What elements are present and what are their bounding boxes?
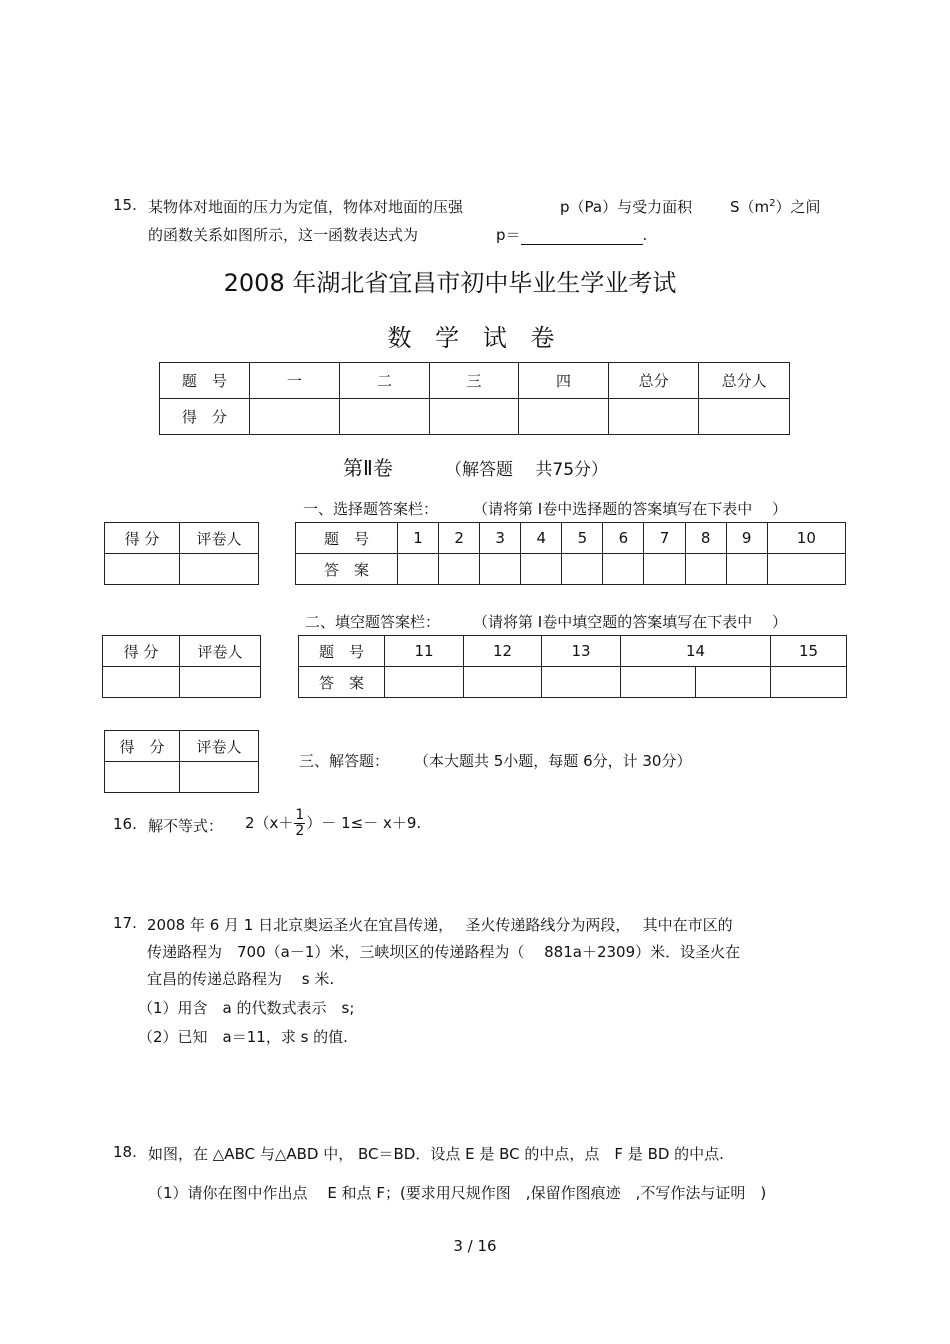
q15-number: 15. [113,196,137,214]
q16-text-a: 解不等式： [148,817,224,835]
fill-number: 13 [542,636,621,667]
choice-answer-cell[interactable] [685,554,726,585]
q15-answer-line[interactable]: p＝ . [496,226,648,244]
section3-heading: 三、解答题： [299,752,390,770]
grader-reviewer-label: 评卷人 [180,636,261,667]
choice-answer-cell[interactable] [767,554,845,585]
choice-answer-cell[interactable] [521,554,562,585]
score-header-cell: 二 [340,363,430,399]
q17-part2: （2）已知 a＝11，求 s 的值. [138,1028,348,1046]
choice-answer-cell[interactable] [562,554,603,585]
choice-answer-table [295,522,846,585]
q15-text-1b: p（Pa）与受力面积 [560,198,693,216]
part2-title: 第Ⅱ卷 [343,456,393,480]
section3-grader-table [104,730,259,793]
q17-line1: 2008 年 6 月 1 日北京奥运圣火在宜昌传递， 圣火传递路线分为两段， 其中在市区的 [147,916,733,934]
choice-answer-cell[interactable] [644,554,685,585]
q18-part1: （1）请你在图中作出点 E 和点 F；(要求用尺规作图 ,保留作图痕迹 ,不写作法与证明 ) [148,1184,767,1202]
fill-answer-cell[interactable] [621,667,696,698]
fill-answer-cell[interactable] [385,667,464,698]
choice-number: 3 [480,523,521,554]
grader-score-label: 得 分 [103,636,180,667]
q17-part1: （1）用含 a 的代数式表示 s; [138,999,355,1017]
section1-note: （请将第 Ⅰ卷中选择题的答案填写在下表中 ） [473,500,787,518]
choice-number: 2 [439,523,480,554]
q17-line2: 传递路程为 700（a－1）米，三峡坝区的传递路程为（ 881a＋2309）米．设圣火在 [147,943,741,961]
score-header-cell: 一 [249,363,340,399]
choice-answer-label: 答 案 [296,554,398,585]
q16-fraction: $\frac{1}{2}$ [295,807,305,839]
score-header-cell: 总分 [608,363,699,399]
fill-answer-cell[interactable] [696,667,771,698]
part2-note: （解答题 共75分） [445,460,609,480]
fill-answer-cell[interactable] [464,667,542,698]
q15-text-1c: $S(m^2)$之间 [730,198,821,216]
q15-text-1a: 某物体对地面的压力为定值，物体对地面的压强 [148,198,464,216]
choice-answer-cell[interactable] [726,554,767,585]
section2-grader-table [102,635,261,698]
score-header-cell: 题 号 [160,363,250,399]
fill-answer-table [298,635,847,698]
grader-reviewer-cell[interactable] [180,762,259,793]
score-cell[interactable] [519,399,609,435]
choice-row-label: 题 号 [296,523,398,554]
exam-subtitle: 数 学 试 卷 [387,324,563,352]
grader-score-cell[interactable] [105,762,180,793]
grader-score-label: 得 分 [105,731,180,762]
section3-note: （本大题共 5小题，每题 6分，计 30分） [414,752,692,770]
section2-note: （请将第 Ⅰ卷中填空题的答案填写在下表中 ） [473,613,787,631]
grader-score-cell[interactable] [103,667,180,698]
fill-number: 15 [771,636,847,667]
score-cell[interactable] [608,399,699,435]
grader-score-label: 得 分 [105,523,180,554]
score-summary-table [159,362,790,435]
q18-number: 18. [113,1143,137,1161]
score-header-cell: 四 [519,363,609,399]
q16-number: 16. [113,815,137,833]
section1-heading: 一、选择题答案栏： [303,500,439,518]
q17-number: 17. [113,914,137,932]
choice-number: 7 [644,523,685,554]
q15-text-2a: 的函数关系如图所示，这一函数表达式为 [148,226,419,244]
choice-number: 8 [685,523,726,554]
choice-answer-cell[interactable] [439,554,480,585]
fill-answer-cell[interactable] [771,667,847,698]
exam-title: 2008 年湖北省宜昌市初中毕业生学业考试 [223,269,677,297]
choice-answer-cell[interactable] [398,554,439,585]
score-cell[interactable] [249,399,340,435]
score-cell[interactable] [340,399,430,435]
choice-answer-cell[interactable] [480,554,521,585]
score-row-label: 得 分 [160,399,250,435]
choice-answer-cell[interactable] [603,554,644,585]
fill-row-label: 题 号 [299,636,385,667]
fill-number: 14 [621,636,771,667]
grader-reviewer-label: 评卷人 [180,731,259,762]
choice-number: 5 [562,523,603,554]
page-number: 3 / 16 [453,1237,497,1255]
choice-number: 4 [521,523,562,554]
section1-grader-table [104,522,259,585]
q18-line1: 如图，在 △ABC 与△ABD 中， BC＝BD．设点 E 是 BC 的中点，点 F 是 BD 的中点. [148,1145,724,1163]
grader-reviewer-label: 评卷人 [180,523,259,554]
grader-score-cell[interactable] [105,554,180,585]
fill-number: 12 [464,636,542,667]
grader-reviewer-cell[interactable] [180,554,259,585]
q16-inequality: 2（x＋ $\frac{1}{2}$ ）－ 1≤－ x＋9. [245,807,422,839]
fill-answer-label: 答 案 [299,667,385,698]
section2-heading: 二、填空题答案栏： [305,613,441,631]
score-header-cell: 总分人 [699,363,790,399]
choice-number: 1 [398,523,439,554]
grader-reviewer-cell[interactable] [180,667,261,698]
score-cell[interactable] [699,399,790,435]
choice-number: 6 [603,523,644,554]
score-header-cell: 三 [429,363,519,399]
choice-number: 10 [767,523,845,554]
choice-number: 9 [726,523,767,554]
q17-line3: 宜昌的传递总路程为 s 米. [147,970,335,988]
fill-number: 11 [385,636,464,667]
score-cell[interactable] [429,399,519,435]
fill-answer-cell[interactable] [542,667,621,698]
